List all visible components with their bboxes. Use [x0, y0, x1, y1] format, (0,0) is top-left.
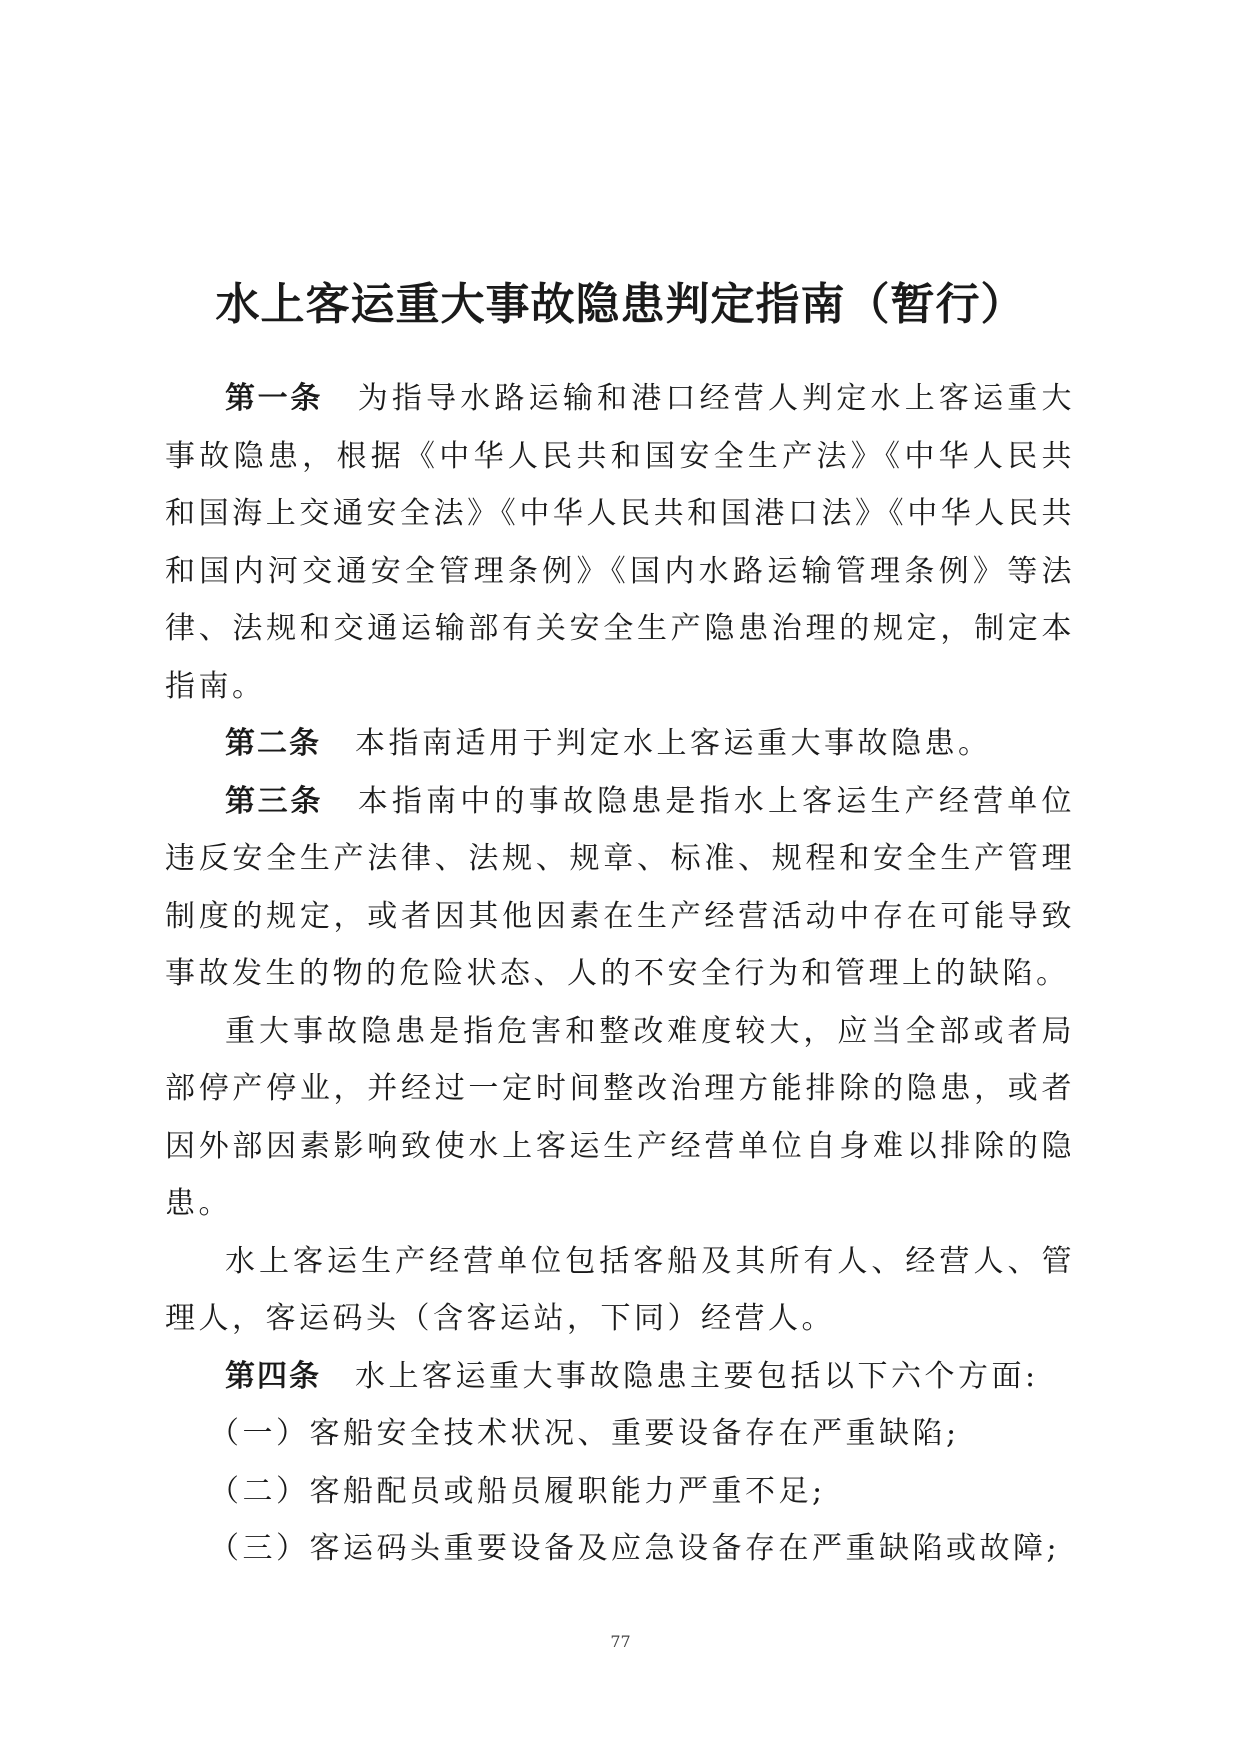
- article-4-heading: 第四条: [225, 1358, 321, 1394]
- article-3-text: 本指南中的事故隐患是指水上客运生产经营单位违反安全生产法律、法规、规章、标准、规程和安全生产管理制度的规定，或者因其他因素在生产经营活动中存在可能导致事故发生的物的危险状态、人的不安全行为和管理上的缺陷。: [165, 783, 1075, 991]
- article-3-heading: 第三条: [225, 783, 324, 819]
- article-4-text: 水上客运重大事故隐患主要包括以下六个方面:: [355, 1358, 1039, 1394]
- article-2-heading: 第二条: [225, 726, 321, 761]
- article-3: [165, 773, 1075, 1003]
- article-2: [165, 715, 1075, 773]
- list-item: （一）客船安全技术状况、重要设备存在严重缺陷;: [209, 1416, 960, 1451]
- document-title: 水上客运重大事故隐患判定指南（暂行）: [215, 279, 1026, 331]
- article-1: [165, 370, 1075, 715]
- list-item: （三）客运码头重要设备及应急设备存在严重缺陷或故障;: [209, 1531, 1061, 1566]
- list-item: （二）客船配员或船员履职能力严重不足;: [209, 1473, 826, 1509]
- article-4: [165, 1348, 1075, 1406]
- article-2-text: 本指南适用于判定水上客运重大事故隐患。: [355, 726, 992, 761]
- article-1-text: 为指导水路运输和港口经营人判定水上客运重大事故隐患，根据《中华人民共和国安全生产法》《中华人民共和国海上交通安全法》《中华人民共和国港口法》《中华人民共和国内河交通安全管理条例》《国内水路运输管理条例》等法律、法规和交通运输部有关安全生产隐患治理的规定，制定本指南。: [165, 381, 1075, 704]
- page-number: 77: [610, 1632, 631, 1651]
- paragraph-major-hazard-definition: 重大事故隐患是指危害和整改难度较大，应当全部或者局部停产停业，并经过一定时间整改治理方能排除的隐患，或者因外部因素影响致使水上客运生产经营单位自身难以排除的隐患。: [165, 1013, 1075, 1221]
- paragraph-operating-units: 水上客运生产经营单位包括客船及其所有人、经营人、管理人，客运码头（含客运站，下同）经营人。: [165, 1243, 1075, 1336]
- document-body: [165, 370, 1075, 1578]
- article-1-heading: 第一条: [225, 381, 324, 416]
